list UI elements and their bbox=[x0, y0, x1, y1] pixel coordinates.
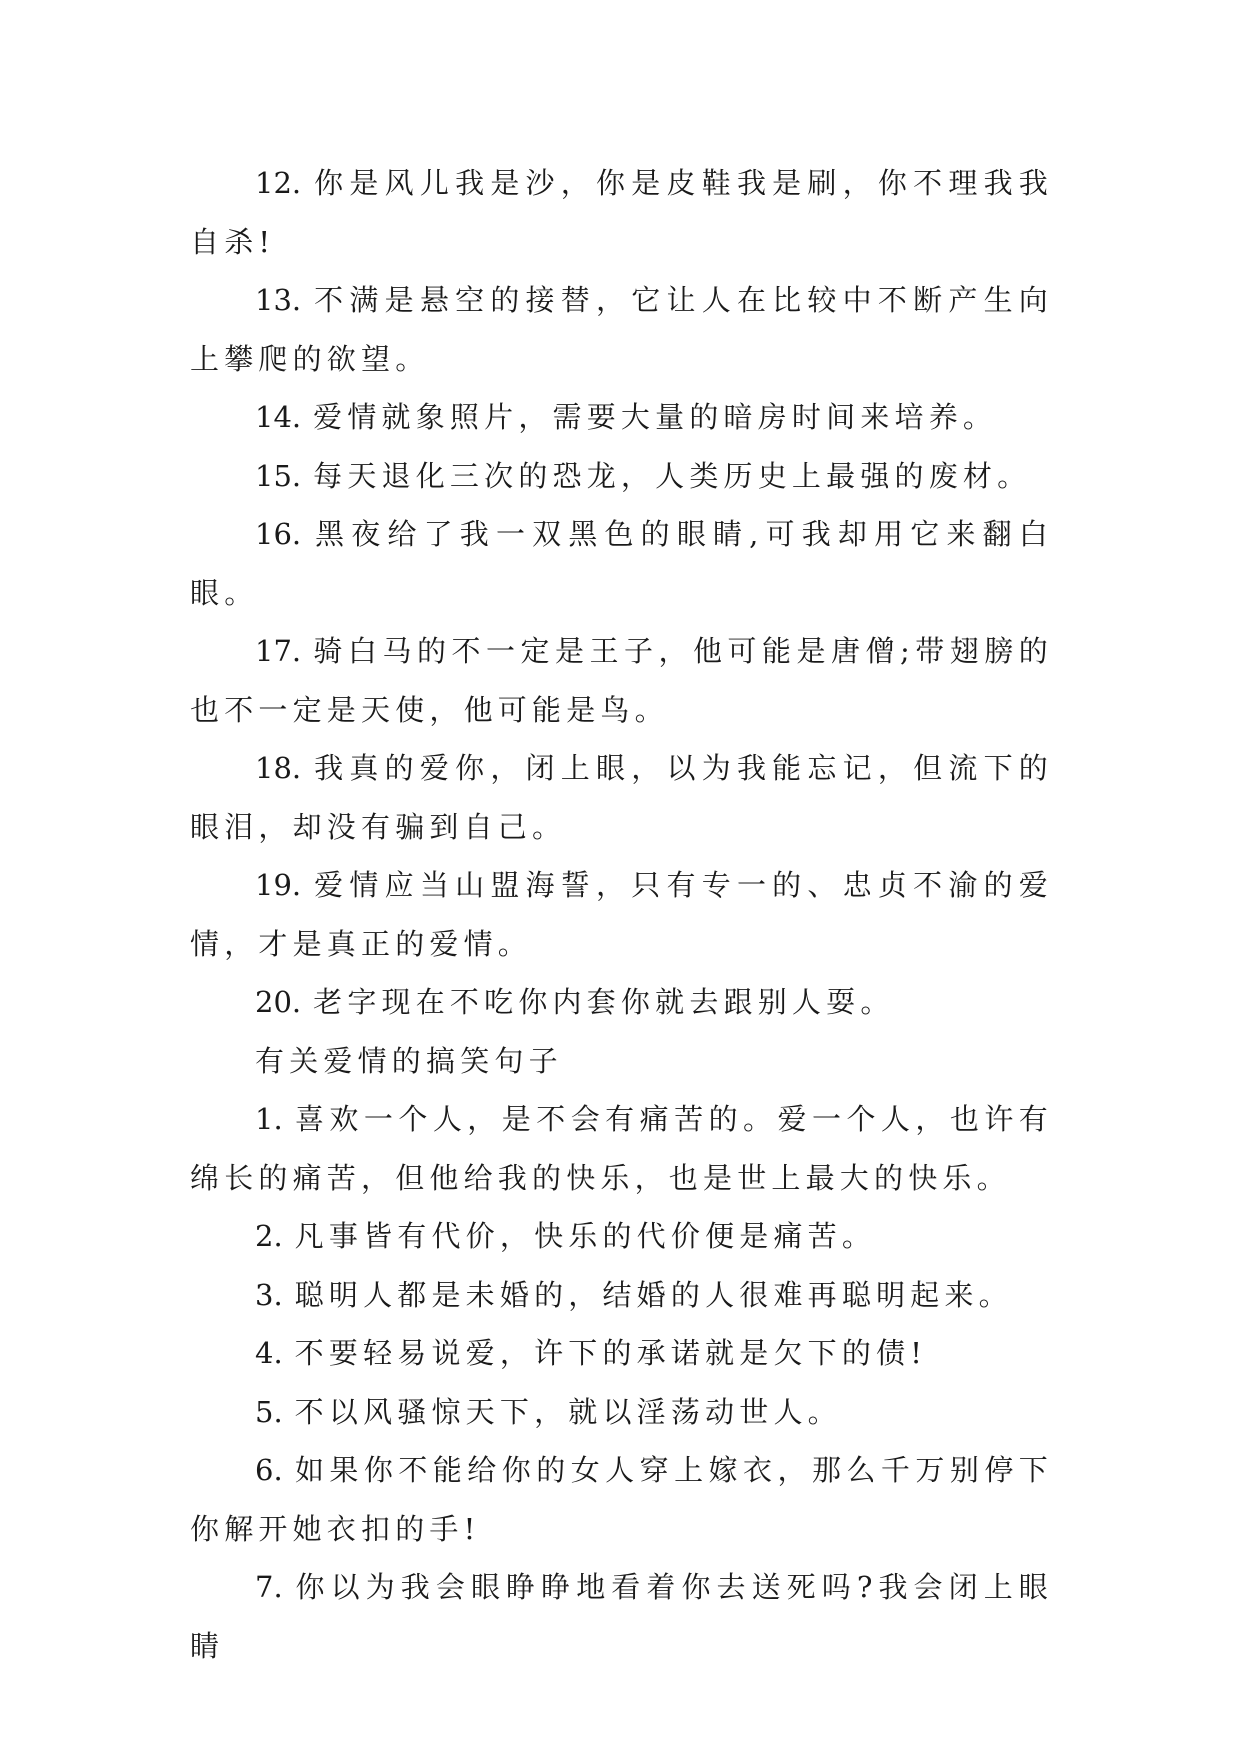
item-number: 16. bbox=[255, 517, 302, 551]
item-number: 6. bbox=[255, 1453, 283, 1487]
section-heading: 有关爱情的搞笑句子 bbox=[255, 1043, 563, 1078]
item-text: 聪明人都是未婚的，结婚的人很难再聪明起来。 bbox=[294, 1277, 1013, 1312]
item-text: 不满是悬空的接替，它让人在比较中不断产生向上攀爬的欲望。 bbox=[190, 283, 1053, 376]
item-text: 凡事皆有代价，快乐的代价便是痛苦。 bbox=[294, 1219, 877, 1253]
item-text: 我真的爱你，闭上眼，以为我能忘记，但流下的眼泪，却没有骗到自己。 bbox=[190, 751, 1053, 844]
item-text: 如果你不能给你的女人穿上嫁衣，那么千万别停下你解开她衣扣的手! bbox=[190, 1453, 1053, 1546]
item-text: 爱情就象照片，需要大量的暗房时间来培养。 bbox=[313, 400, 998, 434]
list-item bbox=[190, 622, 1053, 739]
list-item bbox=[190, 1441, 1053, 1558]
item-text: 骑白马的不一定是王子，他可能是唐僧;带翅膀的也不一定是天使，他可能是鸟。 bbox=[190, 634, 1053, 727]
item-text: 喜欢一个人，是不会有痛苦的。爱一个人，也许有绵长的痛苦，但他给我的快乐，也是世上最大的快乐。 bbox=[190, 1102, 1053, 1195]
document-body bbox=[190, 154, 1053, 1675]
item-number: 17. bbox=[255, 634, 302, 668]
list-item bbox=[190, 271, 1053, 388]
item-number: 20. bbox=[255, 985, 302, 1019]
list-item bbox=[190, 154, 1053, 271]
item-text: 每天退化三次的恐龙，人类历史上最强的废材。 bbox=[313, 458, 1032, 493]
list-item bbox=[190, 856, 1053, 973]
item-number: 19. bbox=[255, 868, 302, 902]
item-number: 18. bbox=[255, 751, 302, 785]
item-number: 3. bbox=[255, 1277, 283, 1312]
list-item bbox=[190, 388, 1053, 447]
item-text: 爱情应当山盟海誓，只有专一的、忠贞不渝的爱情，才是真正的爱情。 bbox=[190, 868, 1053, 961]
item-text: 不以风骚惊天下，就以淫荡动世人。 bbox=[294, 1394, 842, 1429]
list-item bbox=[190, 1558, 1053, 1675]
item-number: 5. bbox=[255, 1394, 283, 1429]
item-text: 你是风儿我是沙，你是皮鞋我是刷，你不理我我自杀! bbox=[190, 166, 1053, 259]
list-item bbox=[190, 447, 1053, 506]
item-number: 2. bbox=[255, 1219, 283, 1253]
item-number: 7. bbox=[255, 1570, 283, 1604]
item-number: 15. bbox=[255, 458, 302, 493]
list-item bbox=[190, 1090, 1053, 1207]
item-number: 4. bbox=[255, 1336, 283, 1370]
list-item bbox=[190, 1324, 1053, 1383]
item-number: 12. bbox=[255, 166, 302, 200]
item-text: 你以为我会眼睁睁地看着你去送死吗?我会闭上眼睛 bbox=[190, 1570, 1053, 1663]
item-number: 14. bbox=[255, 400, 302, 434]
item-text: 黑夜给了我一双黑色的眼睛,可我却用它来翻白眼。 bbox=[190, 517, 1053, 610]
item-number: 13. bbox=[255, 283, 302, 317]
list-item bbox=[190, 973, 1053, 1032]
list-item bbox=[190, 739, 1053, 856]
list-item bbox=[190, 505, 1053, 622]
list-item bbox=[190, 1383, 1053, 1442]
item-text: 不要轻易说爱，许下的承诺就是欠下的债! bbox=[294, 1336, 928, 1370]
list-item bbox=[190, 1266, 1053, 1325]
list-item bbox=[190, 1207, 1053, 1266]
item-text: 老字现在不吃你内套你就去跟别人耍。 bbox=[313, 985, 895, 1019]
item-number: 1. bbox=[255, 1102, 283, 1136]
